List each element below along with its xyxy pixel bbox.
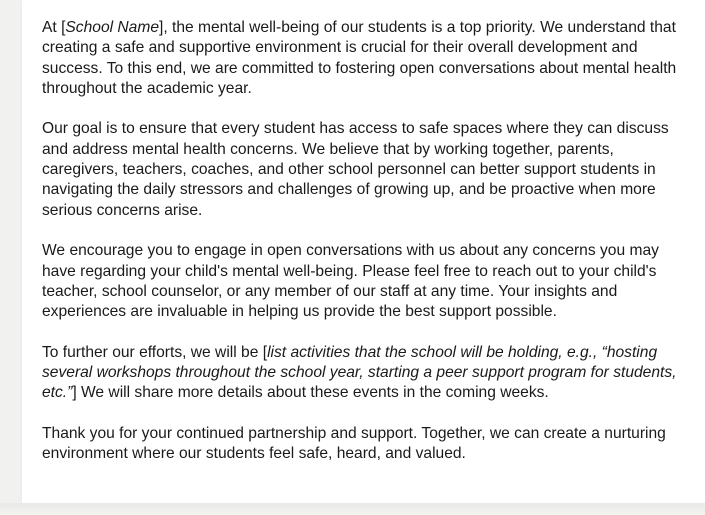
activities-placeholder: list activities that the school will be holding, e.g., “hosting several workshops throughout the school year, starting a peer support program for students, etc.” xyxy=(42,343,677,402)
page-edge xyxy=(0,503,705,515)
paragraph-intro-pre: At [ xyxy=(42,19,66,36)
paragraph-intro xyxy=(42,18,688,99)
paragraph-goal: Our goal is to ensure that every student has access to safe spaces where they can discuss and address mental health concerns. We believe that by working together, parents, caregivers, teachers, coaches, and other school personnel can better support students in navigating the daily stressors and challenges of growing up, and be proactive when more serious concerns arise. xyxy=(42,120,669,219)
paragraph-intro-post: ], the mental well-being of our students is a top priority. We understand that creating a safe and supportive environment is crucial for their overall development and success. To this end, we are committed to fostering open conversations about mental health throughout the academic year. xyxy=(42,19,677,97)
paragraph-efforts xyxy=(42,343,688,404)
paragraph-thanks: Thank you for your continued partnership and support. Together, we can create a nurturing environment where our students feel safe, heard, and valued. xyxy=(42,424,666,463)
school-name-placeholder: School Name xyxy=(65,19,160,36)
paragraph-encourage: We encourage you to engage in open conversations with us about any concerns you may have regarding your child's mental well-being. Please feel free to reach out to your child's teacher, school counselor, or any member of our staff at any time. Your insights and experiences are invaluable in helping us provide the best support possible. xyxy=(42,242,659,321)
letter-body xyxy=(42,18,688,465)
paragraph-efforts-post: ] We will share more details about these events in the coming weeks. xyxy=(72,384,549,402)
paragraph-efforts-pre: To further our efforts, we will be [ xyxy=(42,343,268,361)
